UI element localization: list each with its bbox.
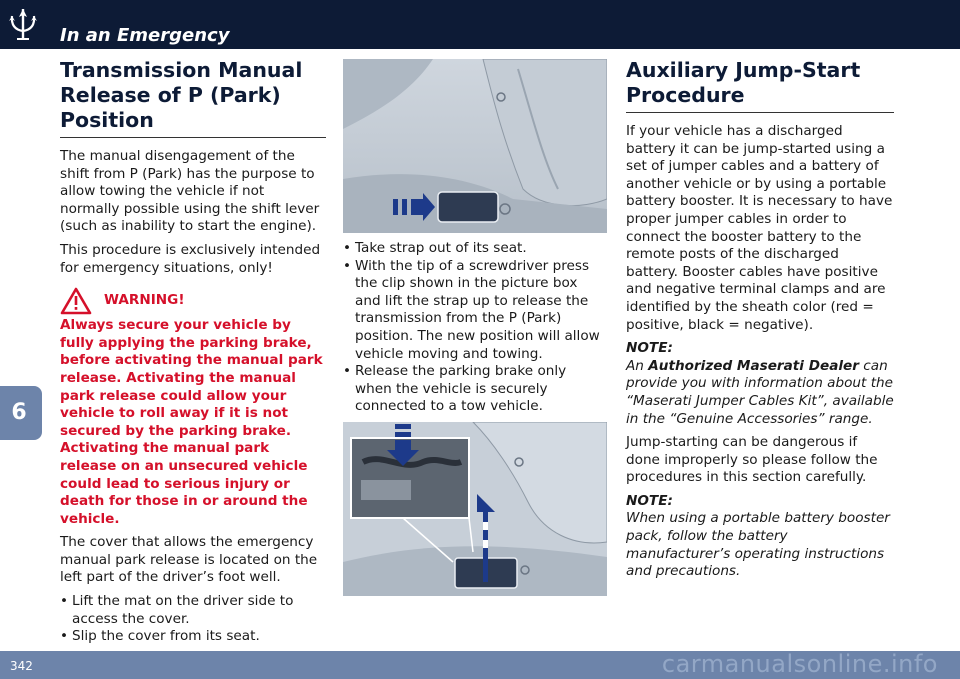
footer-bar [0,651,960,679]
left-column [60,58,326,646]
section-title: In an Emergency [60,25,230,46]
dealer-name: Authorized Maserati Dealer [648,357,859,374]
warning-label: WARNING! [104,292,185,309]
list-item: • Slip the cover from its seat. [60,628,326,646]
left-bullet-list [60,593,326,646]
emergency-paragraph: This procedure is exclusively intended for emergency situations, only! [60,241,321,276]
chapter-number: 6 [11,400,27,425]
heading-divider [60,137,326,138]
dealer-note [626,358,894,428]
header-bar [0,0,960,49]
cover-paragraph: The cover that allows the emergency manual park release is located on the left part of the driver’s foot well. [60,534,318,586]
note-prefix: An [626,357,649,374]
footwell-cover-image [343,59,607,233]
middle-bullet-list [343,240,607,416]
intro-paragraph: The manual disengagement of the shift from P (Park) has the purpose to allow towing the vehicle if not normally possible using the shift lever (such as inability to start the engine). [60,148,320,235]
note-suffix: can provide you with information about the “Maserati Jumper Cables Kit”, available in the “Genuine Accessories” range. [626,357,894,427]
trident-logo-icon [6,6,40,42]
note-label: NOTE: [626,492,673,509]
list-item: • Lift the mat on the driver side to access the cover. [60,593,326,628]
danger-paragraph: Jump-starting can be dangerous if done improperly so please follow the procedures in this section carefully. [626,434,878,486]
heading-divider [626,112,894,113]
booster-note: When using a portable battery booster pack, follow the battery manufacturer’s operating instructions and precautions. [626,510,890,580]
jump-start-paragraph: If your vehicle has a discharged battery it can be jump-started using a set of jumper cables and a battery of another vehicle or by using a portable battery booster. It is necessary to have proper jumper cables in order to connect the booster battery to the remote posts of the discharged battery. Booster cables have positive and negative terminal clamps and are identified by the sheath color (red = positive, black = negative). [626,123,893,333]
warning-text: Always secure your vehicle by fully applying the parking brake, before activating the manual park release. Activating the manual park release could allow your vehicle to roll away if it is not secured by the parking brake. Activating the manual park release on an unsecured vehicle could lead to serious injury or death for those in or around the vehicle. [60,317,323,527]
note-label: NOTE: [626,340,673,357]
warning-triangle-icon [60,287,92,315]
right-column [626,58,894,587]
park-release-strap-image [343,422,607,596]
page-number: 342 [10,659,33,673]
list-item: • Take strap out of its seat. [343,240,607,258]
warning-header [60,287,326,315]
chapter-tab[interactable] [0,386,42,440]
list-item: • With the tip of a screwdriver press the clip shown in the picture box and lift the strap up to release the transmission from the P (Park) position. The new position will allow vehicle moving and towing. [343,258,607,364]
jump-start-heading: Auxiliary Jump-Start Procedure [626,58,861,107]
list-item: • Release the parking brake only when the vehicle is securely connected to a tow vehicle. [343,363,607,416]
page-heading: Transmission Manual Release of P (Park) Position [60,58,303,132]
watermark: carmanualsonline.info [661,650,938,678]
middle-column [343,240,607,416]
